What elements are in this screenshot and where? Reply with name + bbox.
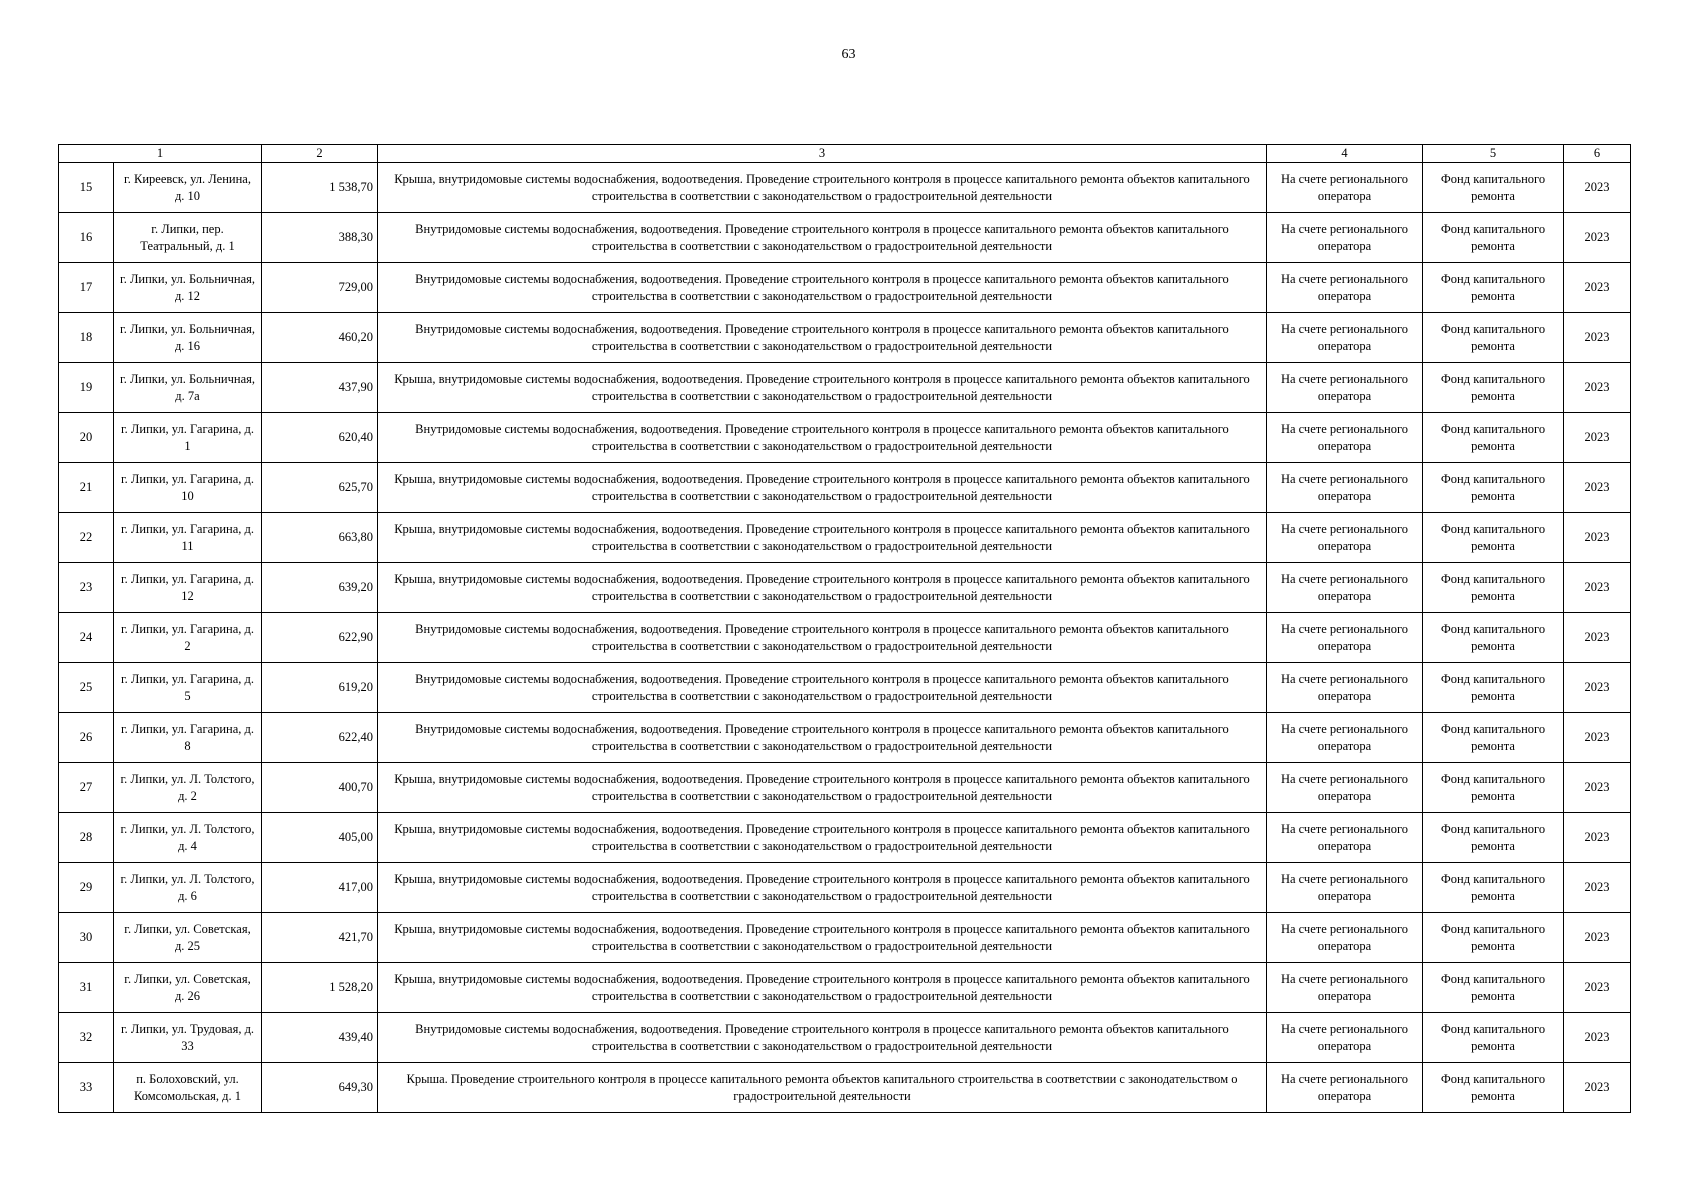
- works-cell: Внутридомовые системы водоснабжения, водоотведения. Проведение строительного контроля в процессе капитального ремонта объектов капитального строительства в соответствии с законодательством о градостроительной деятельности: [378, 413, 1267, 463]
- address-cell: п. Болоховский, ул. Комсомольская, д. 1: [114, 1063, 262, 1113]
- area-cell: 405,00: [262, 813, 378, 863]
- row-number: 20: [59, 413, 114, 463]
- address-cell: г. Липки, ул. Гагарина, д. 10: [114, 463, 262, 513]
- row-number: 32: [59, 1013, 114, 1063]
- account-cell: На счете регионального оператора: [1267, 463, 1423, 513]
- source-cell: Фонд капитального ремонта: [1423, 513, 1564, 563]
- year-cell: 2023: [1564, 563, 1631, 613]
- account-cell: На счете регионального оператора: [1267, 613, 1423, 663]
- year-cell: 2023: [1564, 813, 1631, 863]
- source-cell: Фонд капитального ремонта: [1423, 163, 1564, 213]
- area-cell: 437,90: [262, 363, 378, 413]
- works-cell: Крыша, внутридомовые системы водоснабжения, водоотведения. Проведение строительного контроля в процессе капитального ремонта объектов капитального строительства в соответствии с законодательством о градостроительной деятельности: [378, 363, 1267, 413]
- area-cell: 1 528,20: [262, 963, 378, 1013]
- source-cell: Фонд капитального ремонта: [1423, 913, 1564, 963]
- table-row: [59, 863, 1631, 913]
- source-cell: Фонд капитального ремонта: [1423, 363, 1564, 413]
- address-cell: г. Липки, ул. Больничная, д. 7а: [114, 363, 262, 413]
- row-number: 28: [59, 813, 114, 863]
- area-cell: 460,20: [262, 313, 378, 363]
- header-col-6: 6: [1564, 145, 1631, 163]
- table-row: [59, 513, 1631, 563]
- row-number: 22: [59, 513, 114, 563]
- row-number: 29: [59, 863, 114, 913]
- account-cell: На счете регионального оператора: [1267, 1013, 1423, 1063]
- account-cell: На счете регионального оператора: [1267, 213, 1423, 263]
- address-cell: г. Киреевск, ул. Ленина, д. 10: [114, 163, 262, 213]
- account-cell: На счете регионального оператора: [1267, 513, 1423, 563]
- address-cell: г. Липки, пер. Театральный, д. 1: [114, 213, 262, 263]
- year-cell: 2023: [1564, 213, 1631, 263]
- works-cell: Крыша, внутридомовые системы водоснабжения, водоотведения. Проведение строительного контроля в процессе капитального ремонта объектов капитального строительства в соответствии с законодательством о градостроительной деятельности: [378, 163, 1267, 213]
- area-cell: 1 538,70: [262, 163, 378, 213]
- source-cell: Фонд капитального ремонта: [1423, 213, 1564, 263]
- area-cell: 619,20: [262, 663, 378, 713]
- address-cell: г. Липки, ул. Л. Толстого, д. 6: [114, 863, 262, 913]
- source-cell: Фонд капитального ремонта: [1423, 963, 1564, 1013]
- header-col-2: 2: [262, 145, 378, 163]
- table-row: [59, 913, 1631, 963]
- source-cell: Фонд капитального ремонта: [1423, 863, 1564, 913]
- table-row: [59, 1063, 1631, 1113]
- header-col-3: 3: [378, 145, 1267, 163]
- row-number: 21: [59, 463, 114, 513]
- table-row: [59, 963, 1631, 1013]
- table-row: [59, 763, 1631, 813]
- row-number: 27: [59, 763, 114, 813]
- row-number: 19: [59, 363, 114, 413]
- account-cell: На счете регионального оператора: [1267, 863, 1423, 913]
- year-cell: 2023: [1564, 863, 1631, 913]
- source-cell: Фонд капитального ремонта: [1423, 563, 1564, 613]
- year-cell: 2023: [1564, 613, 1631, 663]
- year-cell: 2023: [1564, 513, 1631, 563]
- address-cell: г. Липки, ул. Гагарина, д. 8: [114, 713, 262, 763]
- year-cell: 2023: [1564, 263, 1631, 313]
- address-cell: г. Липки, ул. Трудовая, д. 33: [114, 1013, 262, 1063]
- table-row: [59, 413, 1631, 463]
- year-cell: 2023: [1564, 413, 1631, 463]
- row-number: 30: [59, 913, 114, 963]
- year-cell: 2023: [1564, 913, 1631, 963]
- row-number: 17: [59, 263, 114, 313]
- area-cell: 400,70: [262, 763, 378, 813]
- address-cell: г. Липки, ул. Л. Толстого, д. 2: [114, 763, 262, 813]
- works-cell: Крыша, внутридомовые системы водоснабжения, водоотведения. Проведение строительного контроля в процессе капитального ремонта объектов капитального строительства в соответствии с законодательством о градостроительной деятельности: [378, 563, 1267, 613]
- area-cell: 729,00: [262, 263, 378, 313]
- works-cell: Крыша. Проведение строительного контроля в процессе капитального ремонта объектов капитального строительства в соответствии с законодательством о градостроительной деятельности: [378, 1063, 1267, 1113]
- works-cell: Крыша, внутридомовые системы водоснабжения, водоотведения. Проведение строительного контроля в процессе капитального ремонта объектов капитального строительства в соответствии с законодательством о градостроительной деятельности: [378, 463, 1267, 513]
- works-cell: Крыша, внутридомовые системы водоснабжения, водоотведения. Проведение строительного контроля в процессе капитального ремонта объектов капитального строительства в соответствии с законодательством о градостроительной деятельности: [378, 963, 1267, 1013]
- table-body: [59, 163, 1631, 1113]
- table-row: [59, 813, 1631, 863]
- address-cell: г. Липки, ул. Гагарина, д. 2: [114, 613, 262, 663]
- works-cell: Крыша, внутридомовые системы водоснабжения, водоотведения. Проведение строительного контроля в процессе капитального ремонта объектов капитального строительства в соответствии с законодательством о градостроительной деятельности: [378, 863, 1267, 913]
- works-cell: Внутридомовые системы водоснабжения, водоотведения. Проведение строительного контроля в процессе капитального ремонта объектов капитального строительства в соответствии с законодательством о градостроительной деятельности: [378, 713, 1267, 763]
- year-cell: 2023: [1564, 1013, 1631, 1063]
- year-cell: 2023: [1564, 313, 1631, 363]
- works-cell: Крыша, внутридомовые системы водоснабжения, водоотведения. Проведение строительного контроля в процессе капитального ремонта объектов капитального строительства в соответствии с законодательством о градостроительной деятельности: [378, 763, 1267, 813]
- account-cell: На счете регионального оператора: [1267, 1063, 1423, 1113]
- table-row: [59, 613, 1631, 663]
- source-cell: Фонд капитального ремонта: [1423, 713, 1564, 763]
- account-cell: На счете регионального оператора: [1267, 263, 1423, 313]
- year-cell: 2023: [1564, 163, 1631, 213]
- year-cell: 2023: [1564, 713, 1631, 763]
- area-cell: 620,40: [262, 413, 378, 463]
- row-number: 26: [59, 713, 114, 763]
- year-cell: 2023: [1564, 763, 1631, 813]
- account-cell: На счете регионального оператора: [1267, 563, 1423, 613]
- source-cell: Фонд капитального ремонта: [1423, 263, 1564, 313]
- row-number: 25: [59, 663, 114, 713]
- table-row: [59, 1013, 1631, 1063]
- row-number: 15: [59, 163, 114, 213]
- table-row: [59, 663, 1631, 713]
- row-number: 16: [59, 213, 114, 263]
- account-cell: На счете регионального оператора: [1267, 663, 1423, 713]
- table-row: [59, 163, 1631, 213]
- area-cell: 622,90: [262, 613, 378, 663]
- row-number: 31: [59, 963, 114, 1013]
- works-cell: Внутридомовые системы водоснабжения, водоотведения. Проведение строительного контроля в процессе капитального ремонта объектов капитального строительства в соответствии с законодательством о градостроительной деятельности: [378, 613, 1267, 663]
- address-cell: г. Липки, ул. Гагарина, д. 5: [114, 663, 262, 713]
- table-header: [59, 145, 1631, 163]
- address-cell: г. Липки, ул. Гагарина, д. 1: [114, 413, 262, 463]
- row-number: 24: [59, 613, 114, 663]
- account-cell: На счете регионального оператора: [1267, 413, 1423, 463]
- header-col-4: 4: [1267, 145, 1423, 163]
- table-row: [59, 563, 1631, 613]
- area-cell: 622,40: [262, 713, 378, 763]
- area-cell: 639,20: [262, 563, 378, 613]
- works-cell: Крыша, внутридомовые системы водоснабжения, водоотведения. Проведение строительного контроля в процессе капитального ремонта объектов капитального строительства в соответствии с законодательством о градостроительной деятельности: [378, 913, 1267, 963]
- account-cell: На счете регионального оператора: [1267, 813, 1423, 863]
- area-cell: 439,40: [262, 1013, 378, 1063]
- source-cell: Фонд капитального ремонта: [1423, 413, 1564, 463]
- year-cell: 2023: [1564, 363, 1631, 413]
- account-cell: На счете регионального оператора: [1267, 363, 1423, 413]
- table-row: [59, 213, 1631, 263]
- works-cell: Внутридомовые системы водоснабжения, водоотведения. Проведение строительного контроля в процессе капитального ремонта объектов капитального строительства в соответствии с законодательством о градостроительной деятельности: [378, 213, 1267, 263]
- address-cell: г. Липки, ул. Гагарина, д. 11: [114, 513, 262, 563]
- account-cell: На счете регионального оператора: [1267, 313, 1423, 363]
- year-cell: 2023: [1564, 463, 1631, 513]
- address-cell: г. Липки, ул. Л. Толстого, д. 4: [114, 813, 262, 863]
- repair-program-table: [58, 144, 1631, 1113]
- source-cell: Фонд капитального ремонта: [1423, 813, 1564, 863]
- address-cell: г. Липки, ул. Больничная, д. 12: [114, 263, 262, 313]
- address-cell: г. Липки, ул. Больничная, д. 16: [114, 313, 262, 363]
- page-number: 63: [841, 47, 856, 62]
- works-cell: Внутридомовые системы водоснабжения, водоотведения. Проведение строительного контроля в процессе капитального ремонта объектов капитального строительства в соответствии с законодательством о градостроительной деятельности: [378, 663, 1267, 713]
- account-cell: На счете регионального оператора: [1267, 163, 1423, 213]
- row-number: 18: [59, 313, 114, 363]
- source-cell: Фонд капитального ремонта: [1423, 463, 1564, 513]
- row-number: 33: [59, 1063, 114, 1113]
- address-cell: г. Липки, ул. Гагарина, д. 12: [114, 563, 262, 613]
- header-col-1: 1: [59, 145, 262, 163]
- works-cell: Внутридомовые системы водоснабжения, водоотведения. Проведение строительного контроля в процессе капитального ремонта объектов капитального строительства в соответствии с законодательством о градостроительной деятельности: [378, 313, 1267, 363]
- area-cell: 649,30: [262, 1063, 378, 1113]
- year-cell: 2023: [1564, 663, 1631, 713]
- works-cell: Внутридомовые системы водоснабжения, водоотведения. Проведение строительного контроля в процессе капитального ремонта объектов капитального строительства в соответствии с законодательством о градостроительной деятельности: [378, 1013, 1267, 1063]
- area-cell: 421,70: [262, 913, 378, 963]
- year-cell: 2023: [1564, 963, 1631, 1013]
- account-cell: На счете регионального оператора: [1267, 763, 1423, 813]
- header-row: [59, 145, 1631, 163]
- account-cell: На счете регионального оператора: [1267, 713, 1423, 763]
- account-cell: На счете регионального оператора: [1267, 963, 1423, 1013]
- works-cell: Крыша, внутридомовые системы водоснабжения, водоотведения. Проведение строительного контроля в процессе капитального ремонта объектов капитального строительства в соответствии с законодательством о градостроительной деятельности: [378, 813, 1267, 863]
- area-cell: 625,70: [262, 463, 378, 513]
- account-cell: На счете регионального оператора: [1267, 913, 1423, 963]
- source-cell: Фонд капитального ремонта: [1423, 763, 1564, 813]
- source-cell: Фонд капитального ремонта: [1423, 663, 1564, 713]
- table-row: [59, 263, 1631, 313]
- works-cell: Крыша, внутридомовые системы водоснабжения, водоотведения. Проведение строительного контроля в процессе капитального ремонта объектов капитального строительства в соответствии с законодательством о градостроительной деятельности: [378, 513, 1267, 563]
- table-row: [59, 363, 1631, 413]
- row-number: 23: [59, 563, 114, 613]
- source-cell: Фонд капитального ремонта: [1423, 1063, 1564, 1113]
- area-cell: 417,00: [262, 863, 378, 913]
- works-cell: Внутридомовые системы водоснабжения, водоотведения. Проведение строительного контроля в процессе капитального ремонта объектов капитального строительства в соответствии с законодательством о градостроительной деятельности: [378, 263, 1267, 313]
- table-row: [59, 713, 1631, 763]
- header-col-5: 5: [1423, 145, 1564, 163]
- area-cell: 663,80: [262, 513, 378, 563]
- address-cell: г. Липки, ул. Советская, д. 25: [114, 913, 262, 963]
- table-row: [59, 463, 1631, 513]
- source-cell: Фонд капитального ремонта: [1423, 313, 1564, 363]
- source-cell: Фонд капитального ремонта: [1423, 613, 1564, 663]
- address-cell: г. Липки, ул. Советская, д. 26: [114, 963, 262, 1013]
- year-cell: 2023: [1564, 1063, 1631, 1113]
- source-cell: Фонд капитального ремонта: [1423, 1013, 1564, 1063]
- area-cell: 388,30: [262, 213, 378, 263]
- table-row: [59, 313, 1631, 363]
